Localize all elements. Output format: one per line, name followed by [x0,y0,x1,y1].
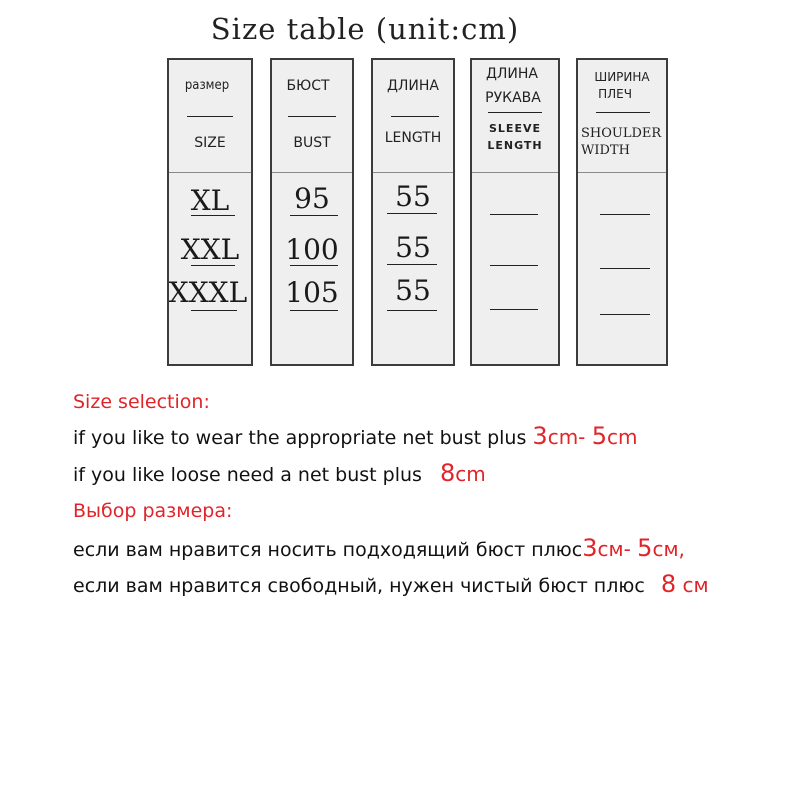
note-ru-line-2-unit: см [676,573,709,597]
size-header-en: SIZE [194,135,226,151]
length-value-1: 55 [395,180,431,213]
size-selection-heading-ru: Выбор размера: [73,500,233,522]
length-header-en: LENGTH [384,130,442,146]
note-en-line-1 [73,422,638,450]
shoulder-width-column-card [576,58,668,366]
sleeve-header-en-1: SLEEVE [489,122,541,135]
size-value-xxl: XXL [180,233,240,266]
bust-column-card [270,58,354,366]
shoulder-header-ru-2: ПЛЕЧ [598,87,632,101]
sleeve-value-3-empty [490,309,538,310]
note-ru-line-1-text: если вам нравится носить подходящий бюст плюс [73,539,583,561]
bust-value-3: 105 [285,276,339,309]
bust-value-2: 100 [285,233,339,266]
note-en-line-2-unit: cm [455,462,486,486]
bust-header-en: BUST [293,135,331,151]
page-title: Size table (unit:cm) [210,12,520,46]
size-header-ru: размер [184,78,230,93]
sleeve-value-2-empty [490,265,538,266]
note-ru-line-2-text: если вам нравится свободный, нужен чистый бюст плюс [73,575,651,597]
note-ru-line-1 [73,534,685,562]
sleeve-value-1-empty [490,214,538,215]
note-en-line-2 [73,459,486,487]
note-en-line-1-num-3: 3 [532,422,548,450]
length-value-3: 55 [395,274,431,307]
size-column-card [167,58,253,366]
sleeve-length-column-card [470,58,560,366]
note-en-line-2-num-8: 8 [439,459,456,487]
size-selection-heading-en: Size selection: [73,391,210,413]
sleeve-header-ru-1: ДЛИНА [485,66,539,82]
note-en-line-2-text: if you like loose need a net bust plus [73,464,428,486]
note-ru-line-2 [73,570,709,598]
shoulder-value-1-empty [600,214,650,215]
length-header-ru: ДЛИНА [386,78,440,94]
note-en-line-1-num-5: 5 [591,422,608,450]
length-column-card [371,58,455,366]
bust-header-ru: БЮСТ [286,78,330,94]
size-value-xxxl: XXXL [168,276,248,309]
note-ru-line-1-unit-a: см- [597,537,638,561]
shoulder-value-2-empty [600,268,650,269]
sleeve-header-en-2: LENGTH [487,139,543,152]
shoulder-header-ru-1: ШИРИНА [594,70,650,84]
shoulder-header-en-2: WIDTH [581,143,630,158]
note-ru-line-2-num-8: 8 [660,570,677,598]
note-en-line-1-unit-b: cm [607,425,638,449]
length-value-2: 55 [395,231,431,264]
shoulder-header-en-1: SHOULDER [581,126,662,141]
size-value-xl: XL [190,184,230,217]
note-en-line-1-unit-a: cm- [547,425,592,449]
shoulder-value-3-empty [600,314,650,315]
note-en-line-1-text: if you like to wear the appropriate net bust plus [73,427,533,449]
note-ru-line-1-num-5: 5 [637,534,653,562]
note-ru-line-1-num-3: 3 [582,534,598,562]
bust-value-1: 95 [294,182,330,215]
sleeve-header-ru-2: РУКАВА [485,90,541,106]
note-ru-line-1-unit-b: см, [652,537,685,561]
